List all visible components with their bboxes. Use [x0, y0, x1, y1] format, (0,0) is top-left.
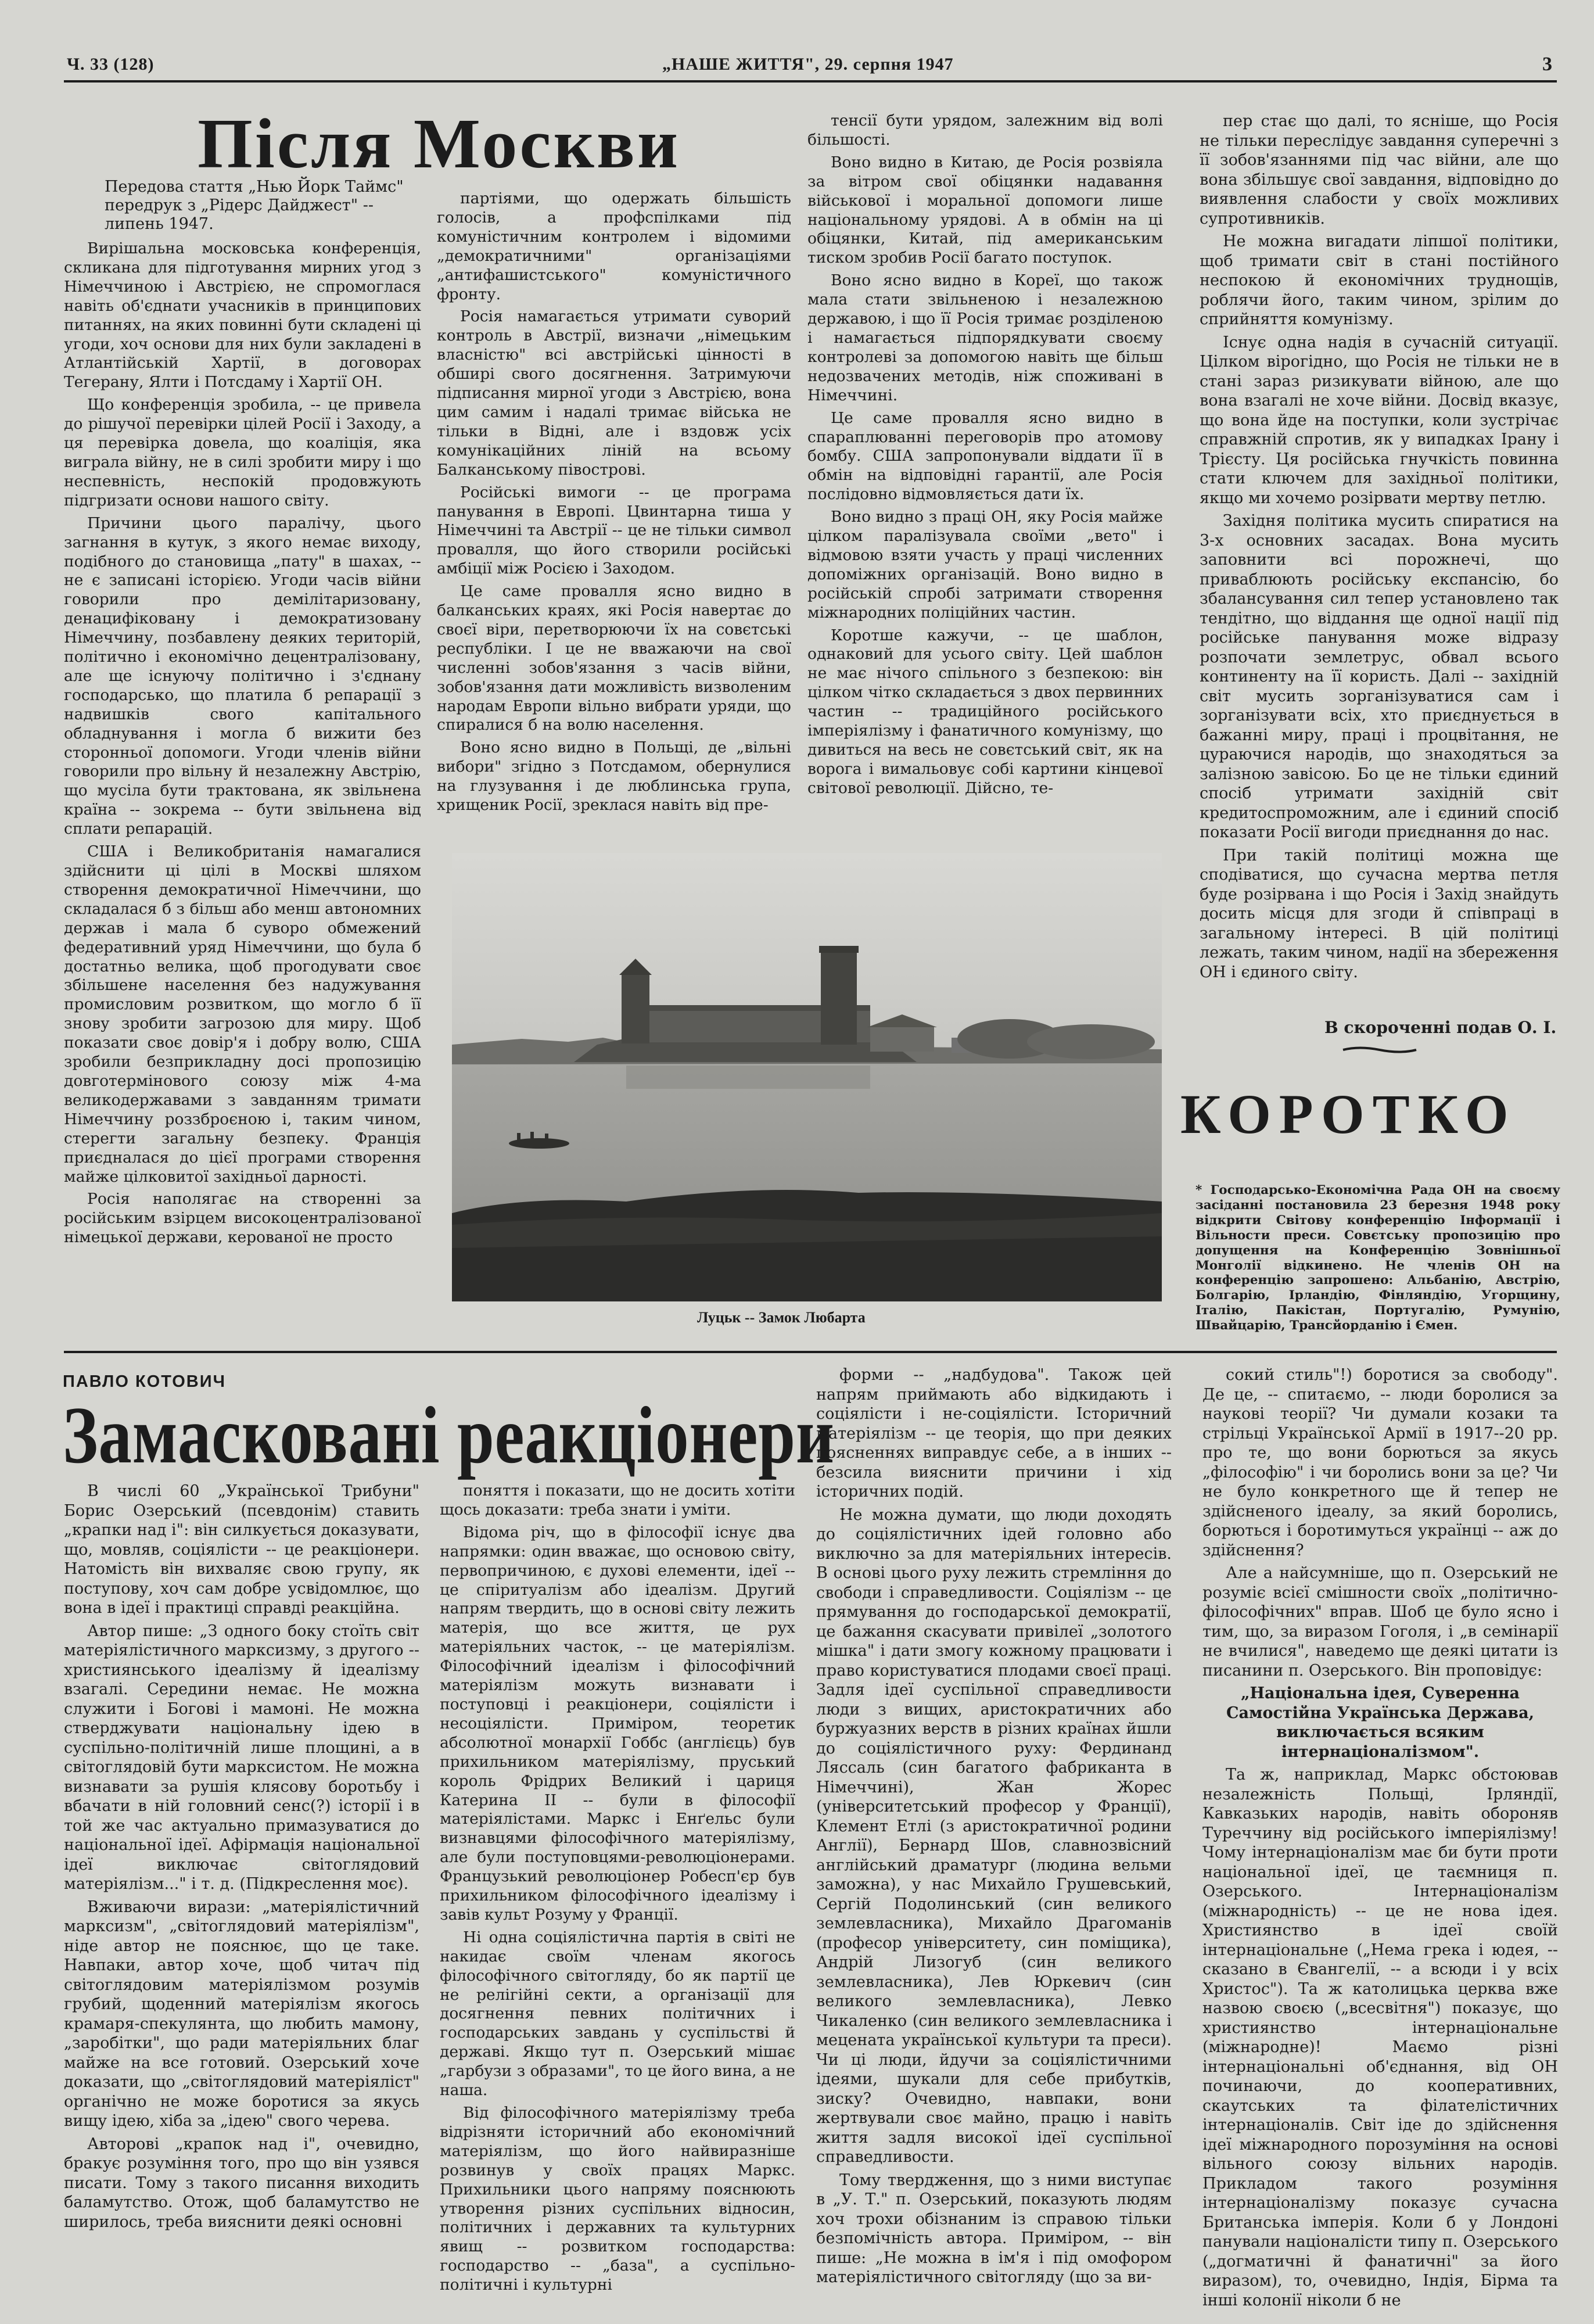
paragraph: форми -- „надбудова". Також цей напрям приймають або відкидають і соціялісти і не-соціялісти. Історичний матеріялізм -- це теорія, що при деяких поясненнях виправдує себе, а в інших -- безсила вияснити причини і хід історичних подій. [816, 1366, 1172, 1501]
paragraph: Це саме провалля ясно видно в балканських краях, які Росія навертає до своєї віри, перетворюючи їх на совєтські республіки. І це не вважаючи на свої численні зобов'язання з часів війни, зобов'язання дати можливість визволеним народам Европи вільно вибрати уряди, що спиралися б на волю населення. [437, 582, 791, 734]
article2-column-2 [440, 1482, 795, 2298]
article1-column-2 [437, 189, 791, 819]
paragraph: тенсії бути урядом, залежним від волі більшості. [807, 112, 1163, 149]
korotko-heading: КОРОТКО [1180, 1083, 1517, 1145]
paragraph: поняття і показати, що не досить хотіти щось доказати: треба знати і уміти. [440, 1482, 795, 1519]
paragraph: Воно видно в Китаю, де Росія розвіяла за вітром свої обіцянки надавання військової і моральної допомоги лише національному урядові. А в обмін на ці обіцянки, Китай, під американським тиском зробив Росії багато поступок. [807, 153, 1163, 267]
quotation: „Національна ідея, Суверенна Самостійна Українська Держава, виключається всяким інтернаціоналізмом". [1226, 1684, 1534, 1761]
paragraph: Ні одна соціялістична партія в світі не накидає своїм членам якогось філософічного світогляду, бо як партії це не релігійні секти, а організації для досягнення певних політичних і господарських завдань у суспільстві й державі. Якщо тут п. Озерський мішає „гарбузи з образами", то це його вина, а не наша. [440, 1928, 795, 2100]
paragraph: Воно видно з праці ОН, яку Росія майже цілком паралізувала своїми „вето" і відмовою взяти участь у праці численних допоміжних організацій. Воно видно в російській спробі затримати створення міжнародних поліційних частин. [807, 508, 1163, 622]
paragraph: Росія наполягає на створенні за російським взірцем високоцентралізованої німецької держави, керованої не просто [64, 1190, 421, 1247]
paragraph: При такій політиці можна ще сподіватися, що сучасна мертва петля буде розірвана і що Росія і Захід знайдуть досить місця для згоди й співпраці в загальному інтересі. В цій політиці лежать, таким чином, надії на збереження ОН і єдиного світу. [1200, 846, 1559, 981]
article1-epigraph: Передова стаття „Нью Йорк Таймс" передрук з „Рідерс Дайджест" -- липень 1947. [105, 178, 404, 233]
paragraph: Російські вимоги -- це програма панування в Европі. Цвинтарна тиша у Німеччині та Австрії -- це не тільки символ провалля, що його створили російські амбіції між Росією і Заходом. [437, 483, 791, 578]
paragraph: Від філософічного матеріялізму треба відрізняти історичний або економічний матеріялізм, що його найвиразніше розвинув у своїх працях Маркс. Прихильники цього напряму пояснюють утворення різних суспільних відносин, політичних і державних та культурних явищ -- розвитком господарства: господарство -- „база", а суспільно-політичні і культурні [440, 2104, 795, 2294]
castle-photo-image [452, 853, 1162, 1301]
article2-title: Замасковані реакціонери [63, 1390, 835, 1480]
castle-photo [452, 853, 1162, 1301]
paragraph: Що конференція зробила, -- це привела до рішучої перевірки цілей Росії і Заходу, а ця перевірка довела, що коаліція, яка виграла війну, не в силі зробити миру і що неспевність, неспокій продовжують підгризати основи нашого світу. [64, 396, 421, 510]
paragraph: Не можна думати, що люди доходять до соціялістичних ідей головно або виключно за для матеріяльних інтересів. В основі цього руху лежить стремління до свободи і справедливости. Соціялізм -- це прямування до господарської демократії, це бажання скасувати привілеї „золотого мішка" і дати змогу кожному працювати і право користуватися плодами своєї праці. Задля ідеї суспільної справедливости люди з вищих, аристократичних або буржуазних верств в різних країнах йшли до соціялістичного руху: Фердинанд Ляссаль (син багатого фабриканта в Німеччині), Жан Жорес (університетський професор у Франції), Клемент Етлі (з аристократичної родини Англії), Бернард Шов, славнозвісний англійський драматург (людина вельми заможна), у нас Михайло Грушевський, Сергій Подолинський (син великого землевласника), Михайло Драгоманів (професор університету, син поміщика), Андрій Лизогуб (син великого землевласника), Лев Юркевич (син великого землевласника), Левко Чикаленко (син великого землевласника і мецената української культури та преси). Чи ці люди, йдучи за соціялістичними ідеями, шукали для себе прибутків, зиску? Очевидно, навпаки, вони жертвували своє майно, працю і навіть життя задля високої ідеї суспільної справедливости. [816, 1505, 1172, 2166]
article1-title: Після Москви [198, 105, 681, 183]
paragraph: В числі 60 „Української Трибуни" Борис Озерський (псевдонім) ставить „крапки над і": він силкується доказувати, що, мовляв, соціялісти -- це реакціонери. Натомість він вихваляє свою групу, як поступову, хоч сам добре усвідомлює, що вона в ідеї і практиці справді реакційна. [64, 1482, 419, 1617]
paragraph: Воно ясно видно в Польщі, де „вільні вибори" згідно з Потсдамом, обернулися на глузування і де люблинська група, хрищеник Росії, зреклася навіть від пре- [437, 738, 791, 815]
article1-column-1 [64, 178, 421, 1251]
paragraph: Відома річ, що в філософії існує два напрямки: один вважає, що основою світу, первопричиною, є духові елементи, ідеї -- це спіритуалізм або ідеалізм. Другий напрям твердить, що в основі світу лежить матерія, що все життя, це рух матеріяльних часток, -- це матеріялізм. Філософічний ідеалізм і філософічний матеріялізм можуть визнавати і поступовці і реакціонери, соціялісти і несоціялісти. Приміром, теоретик абсолютної монархії Гоббс (англієць) був прихильником матеріялізму, пруський король Фрідрих Великий і цариця Катерина II -- були в філософії матеріялістами. Маркс і Енґельс були визнавцями філософічного матеріялізму, але були поступовцями-революціонерами. Французький революціонер Робесп'єр був прихильником філософічного ідеалізму і завів культ Розуму у Франції. [440, 1523, 795, 1924]
paragraph: Та ж, наприклад, Маркс обстоював незалежність Польщі, Ірляндії, Кавказьких народів, навіть обороняв Туреччину від російського імперіялізму! Чому інтернаціоналізм має би бути проти національної ідеї, це таємниця п. Озерського. Інтернаціоналізм (міжнародність) -- це не нова ідея. Християнство в ідеї своїй інтернаціональне („Нема грека і юдея, -- сказано в Євангелії, -- а всюди і у всіх Христос"). Та ж католицька церква вже назвою своєю („всесвітня") показує, що християнство інтернаціональне (міжнародне)! Маємо різні інтернаціональні об'єднання, від ОН починаючи, до кооперативних, скаутських та філателістичних інтернаціоналів. Світ іде до здійснення ідеї міжнародного порозуміння на основі вільного союзу вільних народів. Прикладом такого розуміння інтернаціоналізму показує сучасна Британська імперія. Коли б у Лондоні панували націоналісти типу п. Озерського („догматичні й фанатичні" за його виразом), то, очевидно, Індія, Бірма та інші колонії ніколи б не [1202, 1766, 1558, 2309]
paragraph: сокий стиль"!) боротися за свободу". Де це, -- спитаємо, -- люди боролися за наукові теорії? Чи думали козаки та стрільці Української Армії в 1917--20 рр. про те, що вони борються за якусь „філософію" і чи боролись вони за це? Чи не було конкретного ще й тепер не здійсненого ідеалу, за який боролись, борються і боротимуться українці -- аж до здійснення? [1202, 1366, 1558, 1559]
masthead-date: „НАШЕ ЖИТТЯ", 29. серпня 1947 [662, 55, 954, 74]
paragraph: Існує одна надія в сучасній ситуації. Цілком вірогідно, що Росія не тільки не в стані зараз ризикувати війною, але що вона взагалі не хоче війни. Досвід вказує, що вона йде на поступки, коли зустрічає справжній спротив, як у випадках Ірану і Трієсту. Ця російська гнучкість повинна стати ключем для західньої політики, якщо ми хочемо розірвати мертву петлю. [1200, 333, 1559, 507]
photo-caption: Луцьк -- Замок Любарта [697, 1309, 866, 1326]
article2-column-3 [816, 1365, 1172, 2291]
paragraph: Західня політика мусить спиратися на 3-х основних засадах. Вона мусить заповнити всі порожнечі, що приваблюють російську експансію, бо збалансування сил тепер установлено так тендітно, що віддання ще одної нації під російське панування може відразу розпочати землетрус, обвал всього континенту на її користь. Далі -- західній світ мусить зорганізуватися сам і зорганізувати всіх, хто приєднується в бажанні миру, праці і процвітання, не цураючися народів, що знаходяться за залізною завісою. Бо це не тільки єдиний спосіб утримати західній світ кредитоспроможним, але і єдиний спосіб показати Росії вигоди приєднання до нас. [1200, 512, 1559, 841]
article1-column-3 [807, 112, 1163, 802]
paragraph: Причини цього паралічу, цього загнання в кутук, з якого немає виходу, подібного до становища „пату" в шахах, -- не є записані історією. Угоди часів війни говорили про демілітаризовану, денацифіковану і демократизовану Німеччину, позбавлену деяких територій, політично і економічно децентралізовану, але ще існуючу політично і з'єднану господарсько, що платила б репарації з надвишків свого капітального обладнування і могла б вижити без сторонньої допомоги. Угоди членів війни говорили про вільну й незалежну Австрію, що мусіла бути трактована, як звільнена країна -- зокрема -- бути звільнена від сплати репарацій. [64, 514, 421, 838]
article1-signature: В скороченні подав О. І. [1324, 1018, 1557, 1037]
paragraph: Не можна вигадати ліпшої політики, щоб тримати світ в стані постійного неспокою й економічних труднощів, роблячи його, таким чином, зрілим до сприйняття комунізму. [1200, 232, 1559, 328]
paragraph: Росія намагається утримати суворий контроль в Австрії, визначи „німецьким власністю" всі австрійські цінності в обширі свого досягнення. Затримуючи підписання мирної угоди з Австрією, вона цим самим і надалі тримає війська не тільки в Відні, але і вздовж усіх комунікаційних ліній на всьому Балканському півострові. [437, 307, 791, 479]
paragraph: Але а найсумніше, що п. Озерський не розуміє всієї смішности своїх „політично-філософічних" вправ. Шоб це було ясно і тим, що, за виразом Гоголя, і „в семінарії не вчилися", наведемо ще деякі цитати із писанини п. Озерського. Він проповідує: [1202, 1564, 1558, 1680]
article2-author: ПАВЛО КОТОВИЧ [63, 1372, 226, 1391]
issue-number: Ч. 33 (128) [67, 55, 155, 74]
article2-column-1 [64, 1482, 419, 2235]
korotko-news-item: * Господарсько-Економічна Рада ОН на своєму засіданні постановила 23 березня 1948 року відкрити Світову конференцію Інформації і Вільности преси. Совєтську пропозицію про допущення на Конференцію Зовнішньої Монголії відкинено. Не членів ОН на конференцію запрошено: Альбанію, Австрію, Болгарію, Ірландію, Фінляндію, Угорщину, Італію, Пакістан, Португалію, Румунію, Швайцарію, Трансйорданію і Ємен. [1196, 1183, 1560, 1333]
paragraph: Воно ясно видно в Кореї, що також мала стати звільненою і незалежною державою, і що її Росія тримає розділеною і намагається підпорядкувати своєму контролеві за допомогою навіть ще більш недозвачених методів, ніж споживані в Німеччині. [807, 271, 1163, 404]
paragraph: Коротше кажучи, -- це шаблон, однаковий для усього світу. Цей шаблон не має нічого спільного з безпекою: він цілком чітко складається з двох первинних частин -- традиційного російського імперіялізму і фанатичного комунізму, що дивиться на весь не совєтський світ, як на ворога і вимальовує собі картини кінцевої світової революції. Дійсно, те- [807, 626, 1163, 797]
page-number: 3 [1542, 53, 1553, 75]
article1-column-4 [1200, 112, 1559, 985]
paragraph: Тому твердження, що з ними виступає в „У. Т." п. Озерський, показують людям хоч трохи обізнаним із справою тільки безпомічність автора. Приміром, -- він пише: „Не можна в ім'я і під омофором матеріялістичного світогляду (що за ви- [816, 2171, 1172, 2286]
section-rule [64, 1351, 1557, 1353]
ornament-divider-icon [1342, 1046, 1417, 1054]
paragraph: Це саме провалля ясно видно в спараплюванні переговорів про атомову бомбу. США запропонували віддати її в обмін на відповідні гарантії, але Росія послідовно відмовляється дати їх. [807, 408, 1163, 504]
paragraph: Автор пише: „З одного боку стоїть світ матеріялістичного марксизму, з другого -- християнського ідеалізму й ідеалізму взагалі. Середини немає. Не можна служити і Богові і мамоні. Не можна стверджувати національну ідею в суспільно-політичній лише площині, а в світоглядовій бути марксистом. Не можна визнавати за рушія клясову боротьбу і вбачати в ній головний сенс(?) історії і в той же час актуально примазуватися до національної ідеї. Афірмація національної ідеї виключає світоглядовий матеріялізм..." і т. д. (Підкреслення моє). [64, 1622, 419, 1893]
header-rule [64, 80, 1557, 83]
paragraph: партіями, що одержать більшість голосів, а профспілками під комуністичним контролем і відомими „демократичними" організаціями „антифашистського" комуністичного фронту. [437, 189, 791, 303]
paragraph: Вживаючи вирази: „матеріялістичний марксизм", „світоглядовий матеріялізм", ніде автор не пояснює, що це таке. Навпаки, автор хоче, щоб читач під світоглядовим матеріялізмом розумів грубий, щоденний матеріялізм якогось крамаря-спекулянта, що любить мамону, „заробітки", що ради матеріяльних благ майже на все готовий. Озерський хоче доказати, що „світоглядовий матеріяліст" органічно не може боротися за якусь вищу ідею, хіба за „ідею" свого черева. [64, 1898, 419, 2130]
paragraph: Авторові „крапок над і", очевидно, бракує розуміння того, про що він узявся писати. Тому з такого писання виходить баламутство. Отож, щоб баламутство не ширилось, треба вияснити деякі основні [64, 2135, 419, 2231]
paragraph: Вирішальна московська конференція, скликана для підготування мирних угод з Німеччиною і Австрією, не спромоглася навіть об'єднати учасників в принципових питаннях, на яких повинні бути складені ці угоди, хоч основи для них були закладені в Атлантійській Хартії, в договорах Тегерану, Ялти і Потсдаму і Хартії ОН. [64, 239, 421, 392]
paragraph: США і Великобританія намагалися здійснити ці цілі в Москві шляхом створення демократичної Німеччини, що складалася б з більш або менш автономних держав і мала б суворо обмежений федеративний уряд Німеччини, що була б достатньо велика, щоб прогодувати своє збільшене населення без надужування промисловим розвитком, що могло б її знову зробити загрозою для миру. Щоб показати своє довір'я і добру волю, США зробили безприкладну досі пропозицію довготермінового союзу між 4-ма великодержавами з завданням тримати Німеччину роззброєною і, таким чином, стерегти загальну безпеку. Франція приєдналася до цієї програми створення майже цілковитої західньої дарності. [64, 842, 421, 1186]
article2-column-4 [1202, 1365, 1558, 2314]
paragraph: пер стає що далі, то ясніше, що Росія не тільки переслідує завдання суперечні з її зобов'язаннями під час війни, але що вона збільшує свої завдання, відповідно до виявлення слабости у своїх можливих супротивників. [1200, 112, 1559, 228]
